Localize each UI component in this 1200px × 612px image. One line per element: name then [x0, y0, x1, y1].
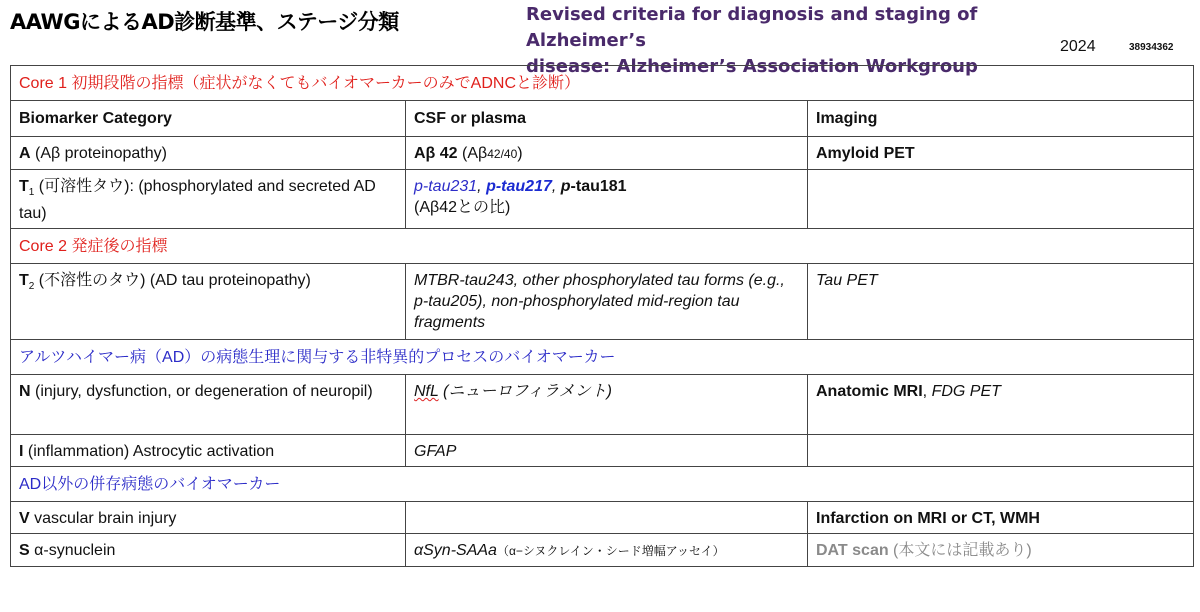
category-letter: A	[19, 145, 31, 162]
cell-imaging-v: Infarction on MRI or CT, WMH	[808, 502, 1194, 534]
category-subscript: 1	[28, 187, 35, 199]
category-letter: I	[19, 443, 24, 461]
section-copathology	[11, 467, 1194, 502]
table-row-s	[11, 534, 1194, 567]
sep: ,	[551, 178, 561, 195]
marker-ptau181: -tau181	[570, 178, 627, 195]
cell-category-v	[11, 502, 406, 534]
csf-paren-open: (Aβ	[457, 145, 488, 162]
marker-nfl: NfL	[414, 383, 439, 401]
category-letter: N	[19, 383, 31, 401]
category-letter: T	[19, 272, 29, 290]
table-row-v	[11, 502, 1194, 534]
csf-marker-ab42: Aβ 42	[414, 145, 458, 162]
cell-imaging-t1	[808, 170, 1194, 229]
table-header-row	[11, 101, 1194, 137]
category-text: (Aβ proteinopathy)	[30, 145, 167, 162]
cell-category-s	[11, 534, 406, 567]
category-text: (injury, dysfunction, or degeneration of neuropil)	[30, 383, 373, 401]
marker-ptau181-p: p	[560, 178, 571, 195]
column-header-category: Biomarker Category	[11, 101, 406, 137]
section-nonspecific	[11, 340, 1194, 375]
nonspecific-heading: アルツハイマー病（AD）の病態生理に関与する非特異的プロセスのバイオマーカー	[11, 340, 1194, 375]
csf-marker-line	[414, 176, 799, 197]
imaging-fdg-pet: FDG PET	[931, 383, 1001, 401]
marker-syn-saa: αSyn-SAAa	[414, 542, 497, 560]
category-letter: S	[19, 542, 30, 560]
copath-heading: AD以外の併存病態のバイオマーカー	[11, 467, 1194, 502]
table-row-t1	[11, 170, 1194, 229]
table-row-i	[11, 435, 1194, 467]
csf-paren-close: )	[517, 145, 523, 162]
table-row-a	[11, 137, 1194, 170]
cell-category-n	[11, 375, 406, 435]
en-title-line-1: Revised criteria for diagnosis and staging of Alzheimer’s	[526, 4, 978, 51]
section-core1	[11, 66, 1194, 101]
cell-imaging-t2: Tau PET	[808, 264, 1194, 340]
sep: ,	[477, 178, 487, 195]
en-title-line-2: disease: Alzheimer’s Association Workgroup	[526, 56, 978, 77]
cell-imaging-s	[808, 534, 1194, 567]
category-text: (inflammation) Astrocytic activation	[23, 443, 275, 461]
cell-csf-v	[406, 502, 808, 534]
imaging-mri: Anatomic MRI	[816, 383, 923, 401]
category-text: (不溶性のタウ) (AD tau proteinopathy)	[34, 272, 311, 290]
core1-heading: Core 1 初期段階の指標（症状がなくてもバイオマーカーのみでADNCと診断）	[11, 66, 1194, 101]
cell-csf-t2: MTBR-tau243, other phosphorylated tau forms (e.g., p-tau205), non-phosphorylated mid-region tau fragments	[406, 264, 808, 340]
cell-csf-s	[406, 534, 808, 567]
category-subscript: 2	[28, 281, 35, 293]
category-text: vascular brain injury	[29, 510, 177, 528]
core2-heading: Core 2 発症後の指標	[11, 229, 1194, 264]
cell-category-i	[11, 435, 406, 467]
cell-imaging-i	[808, 435, 1194, 467]
cell-category-a	[11, 137, 406, 170]
cell-category-t1	[11, 170, 406, 229]
category-letter: V	[19, 510, 30, 528]
cell-csf-a	[406, 137, 808, 170]
cell-imaging-n	[808, 375, 1194, 435]
imaging-dat-note: (本文には記載あり)	[888, 542, 1032, 560]
category-letter: T	[19, 178, 29, 195]
cell-imaging-a: Amyloid PET	[808, 137, 1194, 170]
column-header-imaging: Imaging	[808, 101, 1194, 137]
section-core2	[11, 229, 1194, 264]
marker-syn-saa-note: （α−シヌクレイン・シード増幅アッセイ）	[496, 544, 725, 559]
imaging-dat-scan: DAT scan	[816, 542, 889, 560]
marker-ptau217: p-tau217	[486, 178, 552, 195]
table-row-t2	[11, 264, 1194, 340]
biomarker-table	[10, 65, 1194, 567]
column-header-csf: CSF or plasma	[406, 101, 808, 137]
csf-note: (Aβ42との比)	[414, 199, 511, 216]
category-text: (可溶性タウ): (phosphorylated and secreted AD tau)	[19, 178, 376, 223]
category-text: α-synuclein	[29, 542, 116, 560]
pmid-number: 38934362	[1129, 42, 1174, 53]
marker-ptau231: p-tau231	[414, 178, 478, 195]
cell-csf-n	[406, 375, 808, 435]
marker-nfl-note: (ニューロフィラメント)	[438, 383, 612, 401]
publication-year: 2024	[1060, 38, 1096, 55]
page-title-jp: AAWGによるAD診断基準、ステージ分類	[10, 10, 399, 34]
cell-csf-t1	[406, 170, 808, 229]
cell-category-t2	[11, 264, 406, 340]
csf-ratio: 42/40	[487, 147, 518, 161]
table-row-n	[11, 375, 1194, 435]
cell-csf-i: GFAP	[406, 435, 808, 467]
sep: ,	[922, 383, 932, 401]
